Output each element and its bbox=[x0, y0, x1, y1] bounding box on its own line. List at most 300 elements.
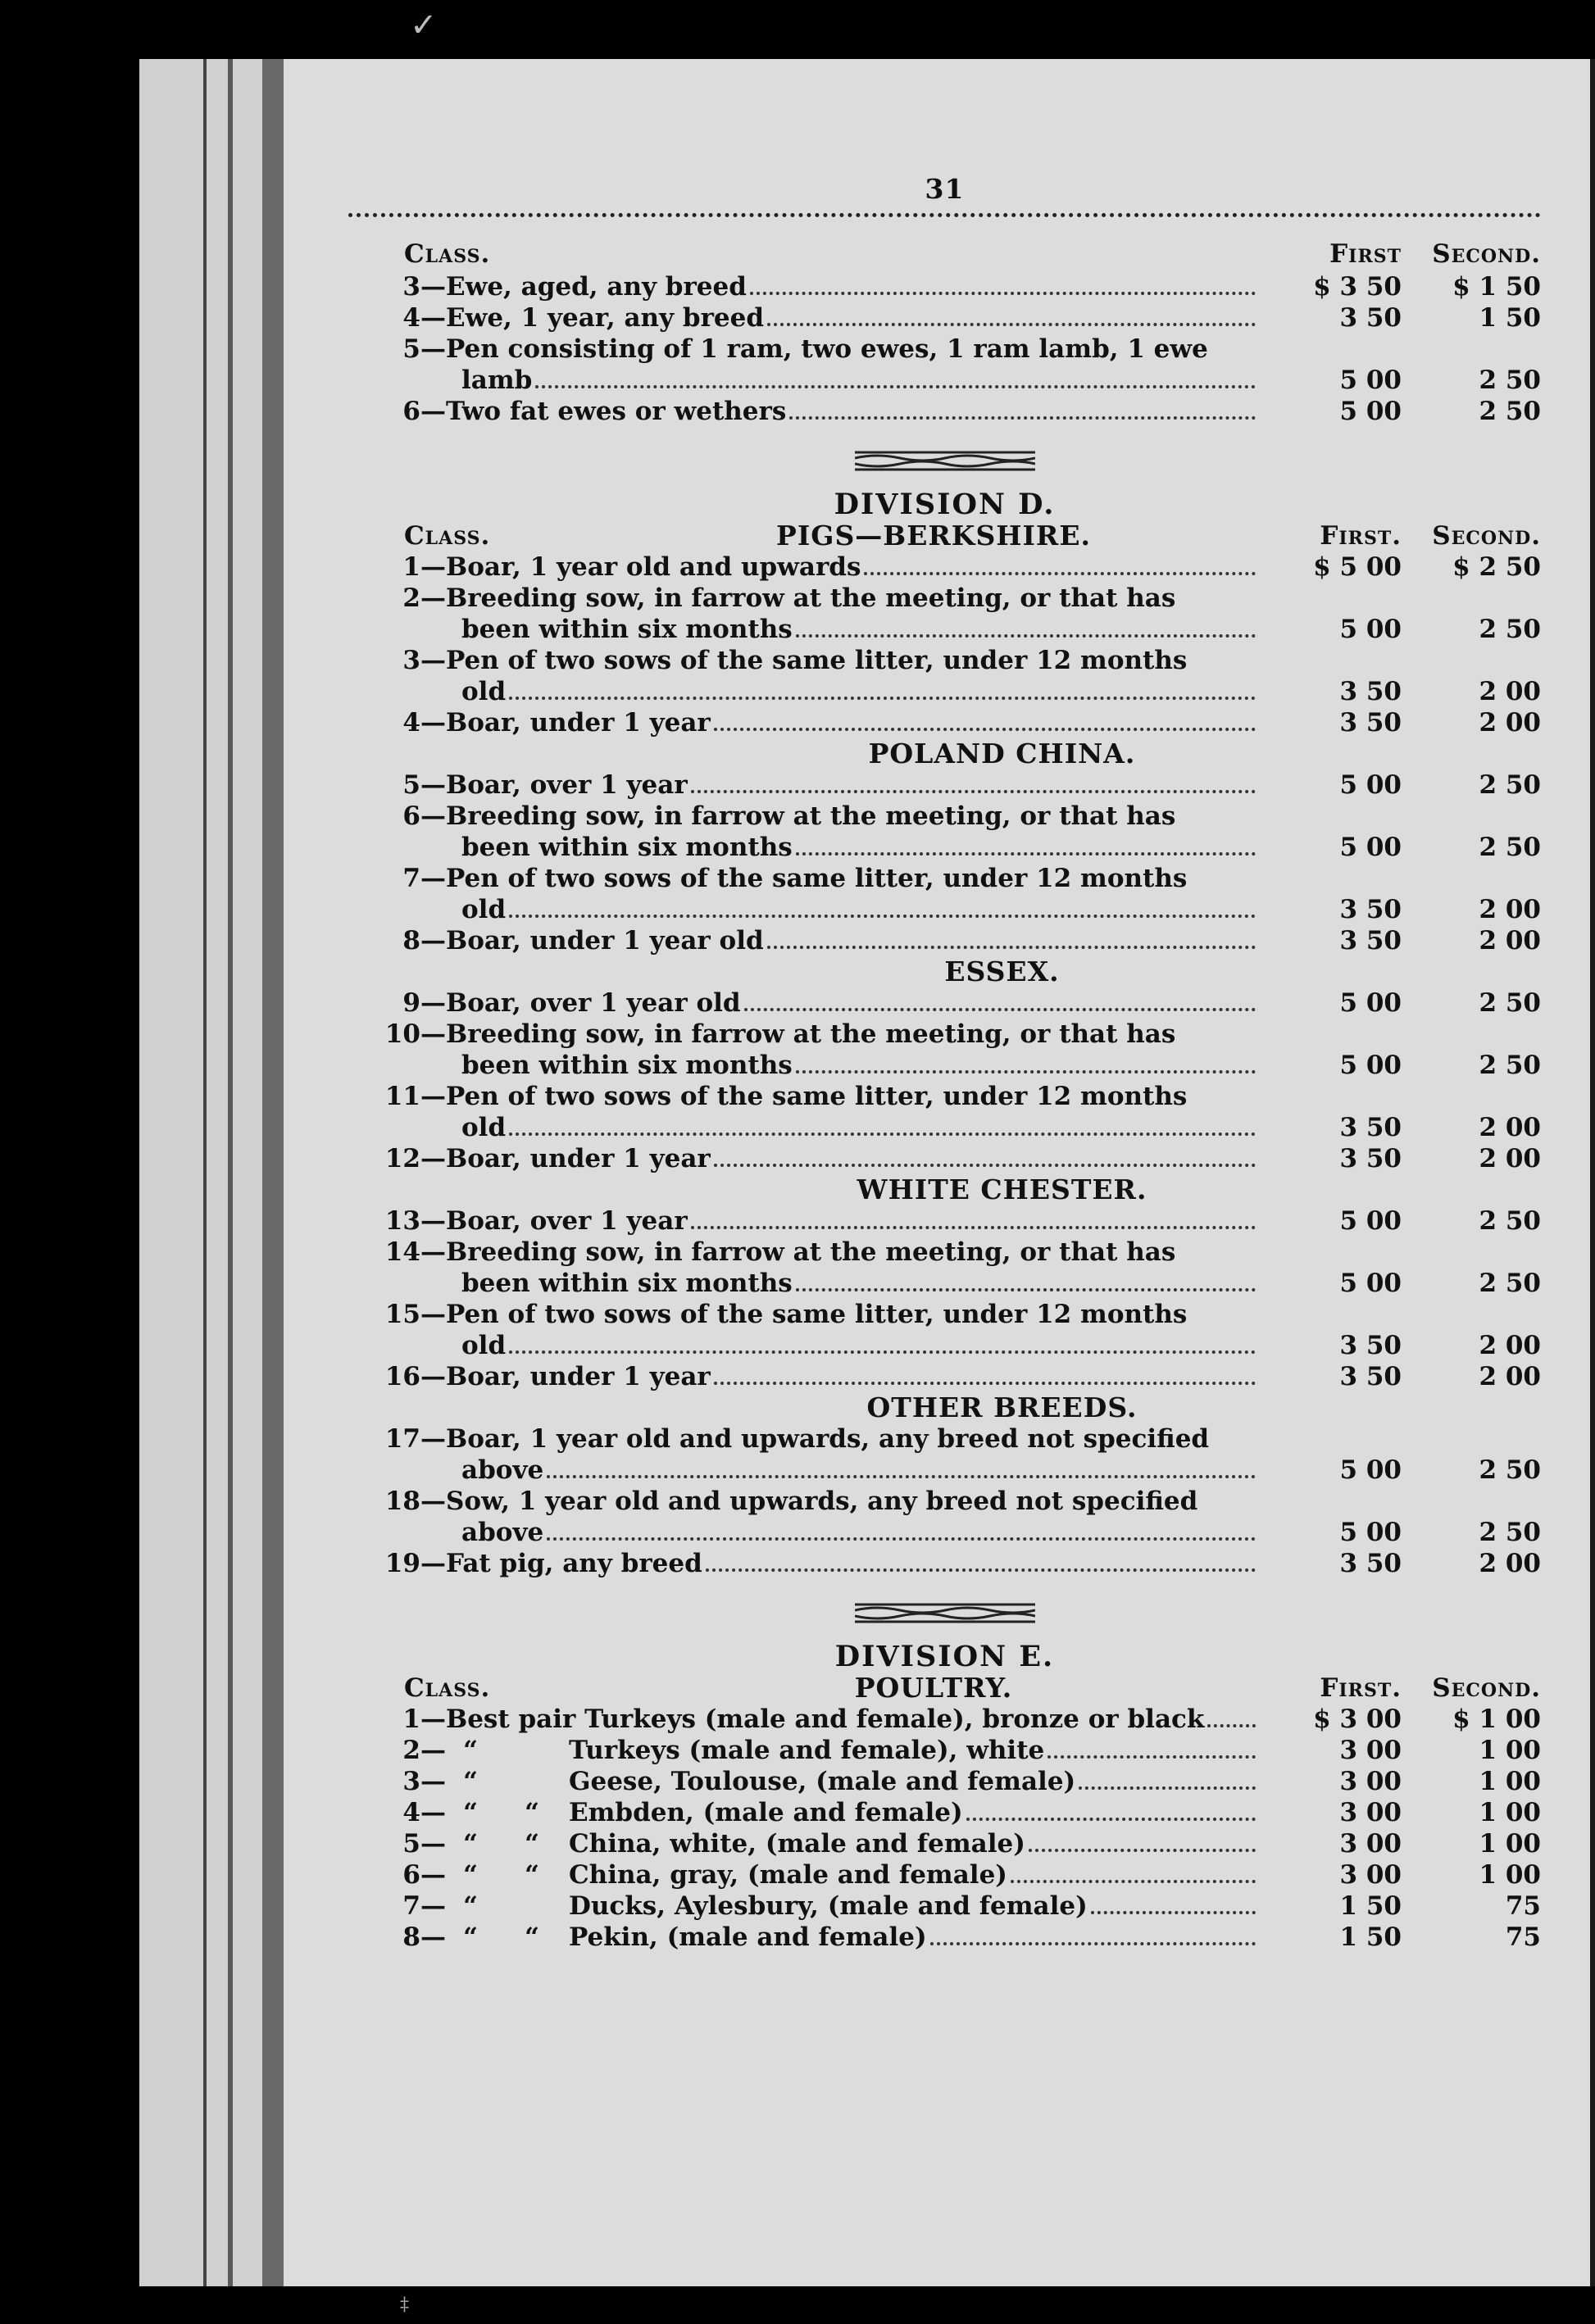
first-prize: 3 50 bbox=[1339, 1144, 1402, 1173]
item-description bbox=[348, 925, 1262, 956]
item-description bbox=[348, 801, 1262, 832]
item-description bbox=[348, 1704, 1262, 1735]
item-continuation: been within six months bbox=[461, 833, 793, 862]
item-description bbox=[348, 1486, 1262, 1517]
second-prize: 2 00 bbox=[1479, 926, 1541, 955]
item-continuation: above bbox=[461, 1455, 544, 1485]
essex-prize-list bbox=[348, 987, 1541, 1174]
list-item bbox=[348, 271, 1541, 302]
list-item bbox=[348, 334, 1541, 365]
item-number: 3 bbox=[402, 1767, 420, 1796]
dot-leader bbox=[789, 416, 1256, 420]
first-prize: 3 50 bbox=[1339, 708, 1402, 738]
ditto-mark: “ bbox=[463, 1767, 478, 1796]
item-text: Ducks, Aylesbury, (male and female) bbox=[569, 1891, 1088, 1921]
item-number: 6 bbox=[402, 801, 420, 831]
second-prize: $ 2 50 bbox=[1452, 552, 1541, 582]
dot-leader bbox=[1011, 1880, 1256, 1883]
item-continuation: above bbox=[461, 1518, 544, 1547]
list-item-continuation bbox=[348, 832, 1541, 863]
item-description bbox=[348, 645, 1262, 676]
dash: — bbox=[420, 1798, 446, 1827]
ornament-rule-icon bbox=[855, 1600, 1035, 1625]
dot-leader bbox=[714, 1164, 1256, 1167]
second-prize: 2 50 bbox=[1479, 615, 1541, 644]
sub-ditto-mark: “ bbox=[525, 1829, 539, 1859]
second-prize: $ 1 50 bbox=[1452, 272, 1541, 302]
dash: — bbox=[420, 1237, 446, 1267]
item-number: 8 bbox=[402, 926, 420, 955]
item-description bbox=[348, 1330, 1262, 1361]
item-text: Fat pig, any breed bbox=[446, 1549, 702, 1578]
first-prize: 5 00 bbox=[1339, 1518, 1402, 1547]
list-item-continuation bbox=[348, 1050, 1541, 1081]
second-label: Second. bbox=[1432, 239, 1541, 269]
first-label: First. bbox=[1320, 1673, 1402, 1703]
section-subhead-poland-china: POLAND CHINA. bbox=[868, 738, 1136, 769]
dash: — bbox=[420, 1144, 446, 1173]
section-subhead-poultry: POULTRY. bbox=[854, 1672, 1013, 1704]
item-text: Turkeys (male and female), white bbox=[569, 1736, 1045, 1765]
white-chester-prize-list bbox=[348, 1205, 1541, 1392]
item-text: Embden, (male and female) bbox=[569, 1798, 963, 1827]
second-prize: 2 50 bbox=[1479, 1455, 1541, 1485]
dash: — bbox=[420, 1206, 446, 1236]
item-continuation: been within six months bbox=[461, 1269, 793, 1298]
item-description bbox=[348, 1205, 1262, 1237]
item-number: 4 bbox=[402, 1798, 420, 1827]
item-description bbox=[348, 583, 1262, 614]
list-item-continuation bbox=[348, 1268, 1541, 1299]
item-continuation: old bbox=[461, 1113, 507, 1142]
item-continuation: been within six months bbox=[461, 615, 793, 644]
class-label: Class. bbox=[404, 239, 491, 269]
division-d-header bbox=[348, 520, 1541, 551]
second-prize: 2 00 bbox=[1479, 708, 1541, 738]
first-prize: 3 00 bbox=[1339, 1798, 1402, 1827]
dot-leader bbox=[1207, 1724, 1256, 1727]
list-item-continuation bbox=[348, 676, 1541, 707]
dash: — bbox=[420, 1300, 446, 1329]
dot-leader bbox=[796, 852, 1256, 856]
item-text: Pen consisting of 1 ram, two ewes, 1 ram lamb, 1 ewe bbox=[446, 334, 1208, 364]
item-description bbox=[348, 707, 1262, 738]
dash: — bbox=[420, 801, 446, 831]
item-text: Boar, 1 year old and upwards, any breed not specified bbox=[446, 1424, 1210, 1454]
dash: — bbox=[420, 334, 446, 364]
poland-china-prize-list bbox=[348, 769, 1541, 956]
page-content bbox=[348, 174, 1541, 1953]
second-prize: 2 00 bbox=[1479, 1144, 1541, 1173]
first-label: First bbox=[1329, 239, 1402, 269]
item-description bbox=[348, 1891, 1262, 1922]
item-description bbox=[348, 1766, 1262, 1797]
second-prize: 2 50 bbox=[1479, 1206, 1541, 1236]
list-item bbox=[348, 801, 1541, 832]
item-description bbox=[348, 302, 1262, 334]
item-description bbox=[348, 271, 1262, 302]
first-prize: 3 00 bbox=[1339, 1860, 1402, 1890]
first-prize: 3 50 bbox=[1339, 1113, 1402, 1142]
first-prize: $ 3 50 bbox=[1313, 272, 1402, 302]
item-description bbox=[348, 1922, 1262, 1953]
section-subhead-other-breeds: OTHER BREEDS. bbox=[866, 1391, 1138, 1423]
item-description bbox=[348, 1268, 1262, 1299]
item-text: Breeding sow, in farrow at the meeting, or that has bbox=[446, 801, 1176, 831]
first-prize: 3 00 bbox=[1339, 1736, 1402, 1765]
item-number: 17 bbox=[384, 1424, 420, 1454]
division-d-title: DIVISION D. bbox=[834, 488, 1056, 521]
list-item bbox=[348, 1486, 1541, 1517]
class-label: Class. bbox=[404, 1673, 491, 1703]
item-text: Ewe, aged, any breed bbox=[446, 272, 747, 302]
ditto-mark: “ bbox=[463, 1922, 478, 1952]
list-item bbox=[348, 1237, 1541, 1268]
second-prize: 1 00 bbox=[1479, 1736, 1541, 1765]
list-item bbox=[348, 302, 1541, 334]
item-description bbox=[348, 863, 1262, 894]
item-number: 5 bbox=[402, 770, 420, 800]
item-text: Best pair Turkeys (male and female), bronze or black bbox=[446, 1704, 1205, 1734]
ditto-mark: “ bbox=[463, 1860, 478, 1890]
dash: — bbox=[420, 272, 446, 302]
dot-leader bbox=[509, 697, 1256, 700]
first-prize: 1 50 bbox=[1339, 1922, 1402, 1952]
second-prize: 2 50 bbox=[1479, 1518, 1541, 1547]
dot-leader bbox=[1079, 1786, 1256, 1790]
item-text: Breeding sow, in farrow at the meeting, or that has bbox=[446, 1237, 1176, 1267]
ditto-mark: “ bbox=[463, 1829, 478, 1859]
second-prize: 2 50 bbox=[1479, 397, 1541, 426]
item-continuation: old bbox=[461, 1331, 507, 1360]
dot-leader bbox=[509, 1350, 1256, 1354]
first-prize: 1 50 bbox=[1339, 1891, 1402, 1921]
dash: — bbox=[420, 1487, 446, 1516]
item-text: Boar, over 1 year bbox=[446, 1206, 688, 1236]
dot-leader bbox=[750, 292, 1256, 295]
item-description bbox=[348, 832, 1262, 863]
second-prize: 2 00 bbox=[1479, 1362, 1541, 1391]
first-prize: 3 50 bbox=[1339, 303, 1402, 333]
dash: — bbox=[420, 864, 446, 893]
list-item bbox=[348, 1828, 1541, 1859]
dash: — bbox=[420, 1767, 446, 1796]
item-description bbox=[348, 987, 1262, 1019]
ornament-rule-icon bbox=[855, 448, 1035, 473]
list-item bbox=[348, 551, 1541, 583]
item-text: China, white, (male and female) bbox=[569, 1829, 1025, 1859]
item-text: Pen of two sows of the same litter, under 12 months bbox=[446, 864, 1188, 893]
section-subhead-white-chester: WHITE CHESTER. bbox=[857, 1173, 1147, 1205]
second-prize: 1 00 bbox=[1479, 1860, 1541, 1890]
dash: — bbox=[420, 1891, 446, 1921]
second-prize: 2 50 bbox=[1479, 1051, 1541, 1080]
first-prize: 3 50 bbox=[1339, 1331, 1402, 1360]
section-subhead-essex: ESSEX. bbox=[944, 955, 1060, 987]
ditto-mark: “ bbox=[463, 1891, 478, 1921]
sub-ditto-mark: “ bbox=[525, 1922, 539, 1952]
second-label: Second. bbox=[1432, 521, 1541, 551]
item-number: 5 bbox=[402, 334, 420, 364]
item-description bbox=[348, 769, 1262, 801]
item-description bbox=[348, 365, 1262, 396]
item-text: Breeding sow, in farrow at the meeting, or that has bbox=[446, 583, 1176, 613]
item-text: Boar, under 1 year old bbox=[446, 926, 764, 955]
item-text: China, gray, (male and female) bbox=[569, 1860, 1007, 1890]
item-continuation: lamb bbox=[461, 365, 533, 395]
item-description bbox=[348, 1423, 1262, 1455]
item-text: Boar, under 1 year bbox=[446, 708, 711, 738]
list-item bbox=[348, 1859, 1541, 1891]
dash: — bbox=[420, 646, 446, 675]
list-item bbox=[348, 645, 1541, 676]
first-prize: 5 00 bbox=[1339, 1051, 1402, 1080]
item-text: Pen of two sows of the same litter, under 12 months bbox=[446, 1300, 1188, 1329]
item-text: Pen of two sows of the same litter, under 12 months bbox=[446, 1082, 1188, 1111]
dash: — bbox=[420, 552, 446, 582]
sheep-column-header bbox=[348, 238, 1541, 270]
item-number: 11 bbox=[384, 1082, 420, 1111]
item-description bbox=[348, 1455, 1262, 1486]
item-description bbox=[348, 1548, 1262, 1579]
berkshire-prize-list bbox=[348, 551, 1541, 738]
dash: — bbox=[420, 708, 446, 738]
item-number: 4 bbox=[402, 708, 420, 738]
second-prize: 75 bbox=[1505, 1891, 1541, 1921]
dash: — bbox=[420, 1860, 446, 1890]
list-item bbox=[348, 1704, 1541, 1735]
list-item bbox=[348, 396, 1541, 427]
item-text: Boar, over 1 year bbox=[446, 770, 688, 800]
list-item bbox=[348, 1766, 1541, 1797]
list-item bbox=[348, 1891, 1541, 1922]
item-description bbox=[348, 1237, 1262, 1268]
list-item bbox=[348, 925, 1541, 956]
first-prize: 5 00 bbox=[1339, 988, 1402, 1018]
item-number: 19 bbox=[384, 1549, 420, 1578]
second-prize: 2 00 bbox=[1479, 895, 1541, 924]
dash: — bbox=[420, 926, 446, 955]
list-item-continuation bbox=[348, 1455, 1541, 1486]
item-continuation: old bbox=[461, 677, 507, 706]
item-number: 10 bbox=[384, 1019, 420, 1049]
item-continuation: been within six months bbox=[461, 1051, 793, 1080]
item-description bbox=[348, 676, 1262, 707]
dash: — bbox=[420, 583, 446, 613]
item-number: 9 bbox=[402, 988, 420, 1018]
item-description bbox=[348, 1361, 1262, 1392]
dot-leader bbox=[796, 634, 1256, 638]
dash: — bbox=[420, 1549, 446, 1578]
item-number: 4 bbox=[402, 303, 420, 333]
item-text: Boar, under 1 year bbox=[446, 1144, 711, 1173]
first-prize: 3 50 bbox=[1339, 926, 1402, 955]
dot-leader bbox=[796, 1288, 1256, 1291]
item-number: 14 bbox=[384, 1237, 420, 1267]
dot-leader bbox=[1029, 1849, 1256, 1852]
list-item bbox=[348, 1922, 1541, 1953]
dot-leader bbox=[744, 1008, 1256, 1011]
item-text: Breeding sow, in farrow at the meeting, or that has bbox=[446, 1019, 1176, 1049]
item-text: Pen of two sows of the same litter, under 12 months bbox=[446, 646, 1188, 675]
list-item bbox=[348, 769, 1541, 801]
first-label: First. bbox=[1320, 521, 1402, 551]
first-prize: 5 00 bbox=[1339, 770, 1402, 800]
list-item bbox=[348, 1081, 1541, 1112]
first-prize: $ 3 00 bbox=[1313, 1704, 1402, 1734]
dot-leader bbox=[930, 1942, 1256, 1945]
item-description bbox=[348, 1081, 1262, 1112]
item-text: Sow, 1 year old and upwards, any breed not specified bbox=[446, 1487, 1198, 1516]
dash: — bbox=[420, 1704, 446, 1734]
item-description bbox=[348, 396, 1262, 427]
item-text: Pekin, (male and female) bbox=[569, 1922, 927, 1952]
dash: — bbox=[420, 770, 446, 800]
bottom-margin-mark: ‡ bbox=[400, 2294, 409, 2315]
second-prize: 2 50 bbox=[1479, 833, 1541, 862]
item-text: Geese, Toulouse, (male and female) bbox=[569, 1767, 1076, 1796]
first-prize: 3 50 bbox=[1339, 1549, 1402, 1578]
dash: — bbox=[420, 397, 446, 426]
first-prize: $ 5 00 bbox=[1313, 552, 1402, 582]
dot-leader bbox=[796, 1070, 1256, 1073]
item-text: Boar, under 1 year bbox=[446, 1362, 711, 1391]
poultry-prize-list bbox=[348, 1704, 1541, 1953]
second-prize: 1 00 bbox=[1479, 1829, 1541, 1859]
header-rule bbox=[348, 213, 1541, 217]
second-prize: 2 50 bbox=[1479, 988, 1541, 1018]
sub-ditto-mark: “ bbox=[525, 1860, 539, 1890]
section-ornament bbox=[348, 1600, 1541, 1625]
item-description bbox=[348, 551, 1262, 583]
item-text: Boar, over 1 year old bbox=[446, 988, 741, 1018]
dot-leader bbox=[966, 1818, 1256, 1821]
item-number: 6 bbox=[402, 1860, 420, 1890]
first-prize: 3 50 bbox=[1339, 895, 1402, 924]
list-item bbox=[348, 1797, 1541, 1828]
class-label: Class. bbox=[404, 521, 491, 551]
second-prize: 2 00 bbox=[1479, 1331, 1541, 1360]
item-number: 1 bbox=[402, 1704, 420, 1734]
ditto-mark: “ bbox=[463, 1798, 478, 1827]
second-prize: 2 00 bbox=[1479, 1113, 1541, 1142]
item-description bbox=[348, 1299, 1262, 1330]
first-prize: 3 50 bbox=[1339, 1362, 1402, 1391]
item-description bbox=[348, 1517, 1262, 1548]
list-item bbox=[348, 1143, 1541, 1174]
dot-leader bbox=[547, 1537, 1256, 1541]
dot-leader bbox=[509, 915, 1256, 918]
dash: — bbox=[420, 1362, 446, 1391]
second-prize: 1 00 bbox=[1479, 1798, 1541, 1827]
item-number: 7 bbox=[402, 864, 420, 893]
second-prize: $ 1 00 bbox=[1452, 1704, 1541, 1734]
sub-ditto-mark: “ bbox=[525, 1798, 539, 1827]
second-prize: 2 50 bbox=[1479, 1269, 1541, 1298]
item-number: 3 bbox=[402, 272, 420, 302]
item-number: 6 bbox=[402, 397, 420, 426]
second-prize: 2 00 bbox=[1479, 1549, 1541, 1578]
item-number: 12 bbox=[384, 1144, 420, 1173]
dash: — bbox=[420, 303, 446, 333]
item-number: 1 bbox=[402, 552, 420, 582]
first-prize: 5 00 bbox=[1339, 615, 1402, 644]
item-number: 8 bbox=[402, 1922, 420, 1952]
item-description bbox=[348, 334, 1262, 365]
dot-leader bbox=[535, 385, 1256, 388]
dot-leader bbox=[714, 728, 1256, 731]
dot-leader bbox=[864, 572, 1256, 575]
dot-leader bbox=[767, 323, 1256, 326]
list-item bbox=[348, 987, 1541, 1019]
item-description bbox=[348, 1828, 1262, 1859]
item-text: Two fat ewes or wethers bbox=[446, 397, 787, 426]
item-description bbox=[348, 1143, 1262, 1174]
list-item bbox=[348, 707, 1541, 738]
dot-leader bbox=[767, 946, 1256, 949]
dash: — bbox=[420, 1736, 446, 1765]
item-number: 16 bbox=[384, 1362, 420, 1391]
list-item bbox=[348, 1361, 1541, 1392]
item-description bbox=[348, 1735, 1262, 1766]
item-text: Ewe, 1 year, any breed bbox=[446, 303, 765, 333]
first-prize: 3 00 bbox=[1339, 1767, 1402, 1796]
dash: — bbox=[420, 1829, 446, 1859]
dot-leader bbox=[691, 790, 1256, 793]
first-prize: 5 00 bbox=[1339, 1206, 1402, 1236]
list-item bbox=[348, 1423, 1541, 1455]
item-number: 13 bbox=[384, 1206, 420, 1236]
dot-leader bbox=[547, 1475, 1256, 1478]
first-prize: 5 00 bbox=[1339, 1455, 1402, 1485]
ditto-mark: “ bbox=[463, 1736, 478, 1765]
list-item-continuation bbox=[348, 1330, 1541, 1361]
second-prize: 1 50 bbox=[1479, 303, 1541, 333]
item-description bbox=[348, 1019, 1262, 1050]
dot-leader bbox=[1047, 1755, 1256, 1759]
list-item bbox=[348, 1019, 1541, 1050]
first-prize: 5 00 bbox=[1339, 365, 1402, 395]
list-item bbox=[348, 1299, 1541, 1330]
second-prize: 2 50 bbox=[1479, 365, 1541, 395]
dash: — bbox=[420, 988, 446, 1018]
list-item bbox=[348, 1548, 1541, 1579]
item-description bbox=[348, 1050, 1262, 1081]
first-prize: 5 00 bbox=[1339, 833, 1402, 862]
second-prize: 2 00 bbox=[1479, 677, 1541, 706]
item-number: 7 bbox=[402, 1891, 420, 1921]
dash: — bbox=[420, 1922, 446, 1952]
dot-leader bbox=[509, 1132, 1256, 1136]
first-prize: 5 00 bbox=[1339, 397, 1402, 426]
sheep-prize-list bbox=[348, 271, 1541, 427]
second-prize: 1 00 bbox=[1479, 1767, 1541, 1796]
item-number: 2 bbox=[402, 1736, 420, 1765]
dot-leader bbox=[1091, 1911, 1256, 1914]
page-number: 31 bbox=[925, 173, 965, 205]
dot-leader bbox=[714, 1382, 1256, 1385]
page-binding bbox=[139, 59, 262, 2286]
other-breeds-prize-list bbox=[348, 1423, 1541, 1579]
list-item bbox=[348, 1735, 1541, 1766]
dash: — bbox=[420, 1082, 446, 1111]
item-text: Boar, 1 year old and upwards bbox=[446, 552, 861, 582]
dash: — bbox=[420, 1424, 446, 1454]
division-e-header bbox=[348, 1673, 1541, 1704]
item-number: 15 bbox=[384, 1300, 420, 1329]
dot-leader bbox=[706, 1568, 1256, 1572]
dot-leader bbox=[691, 1226, 1256, 1229]
